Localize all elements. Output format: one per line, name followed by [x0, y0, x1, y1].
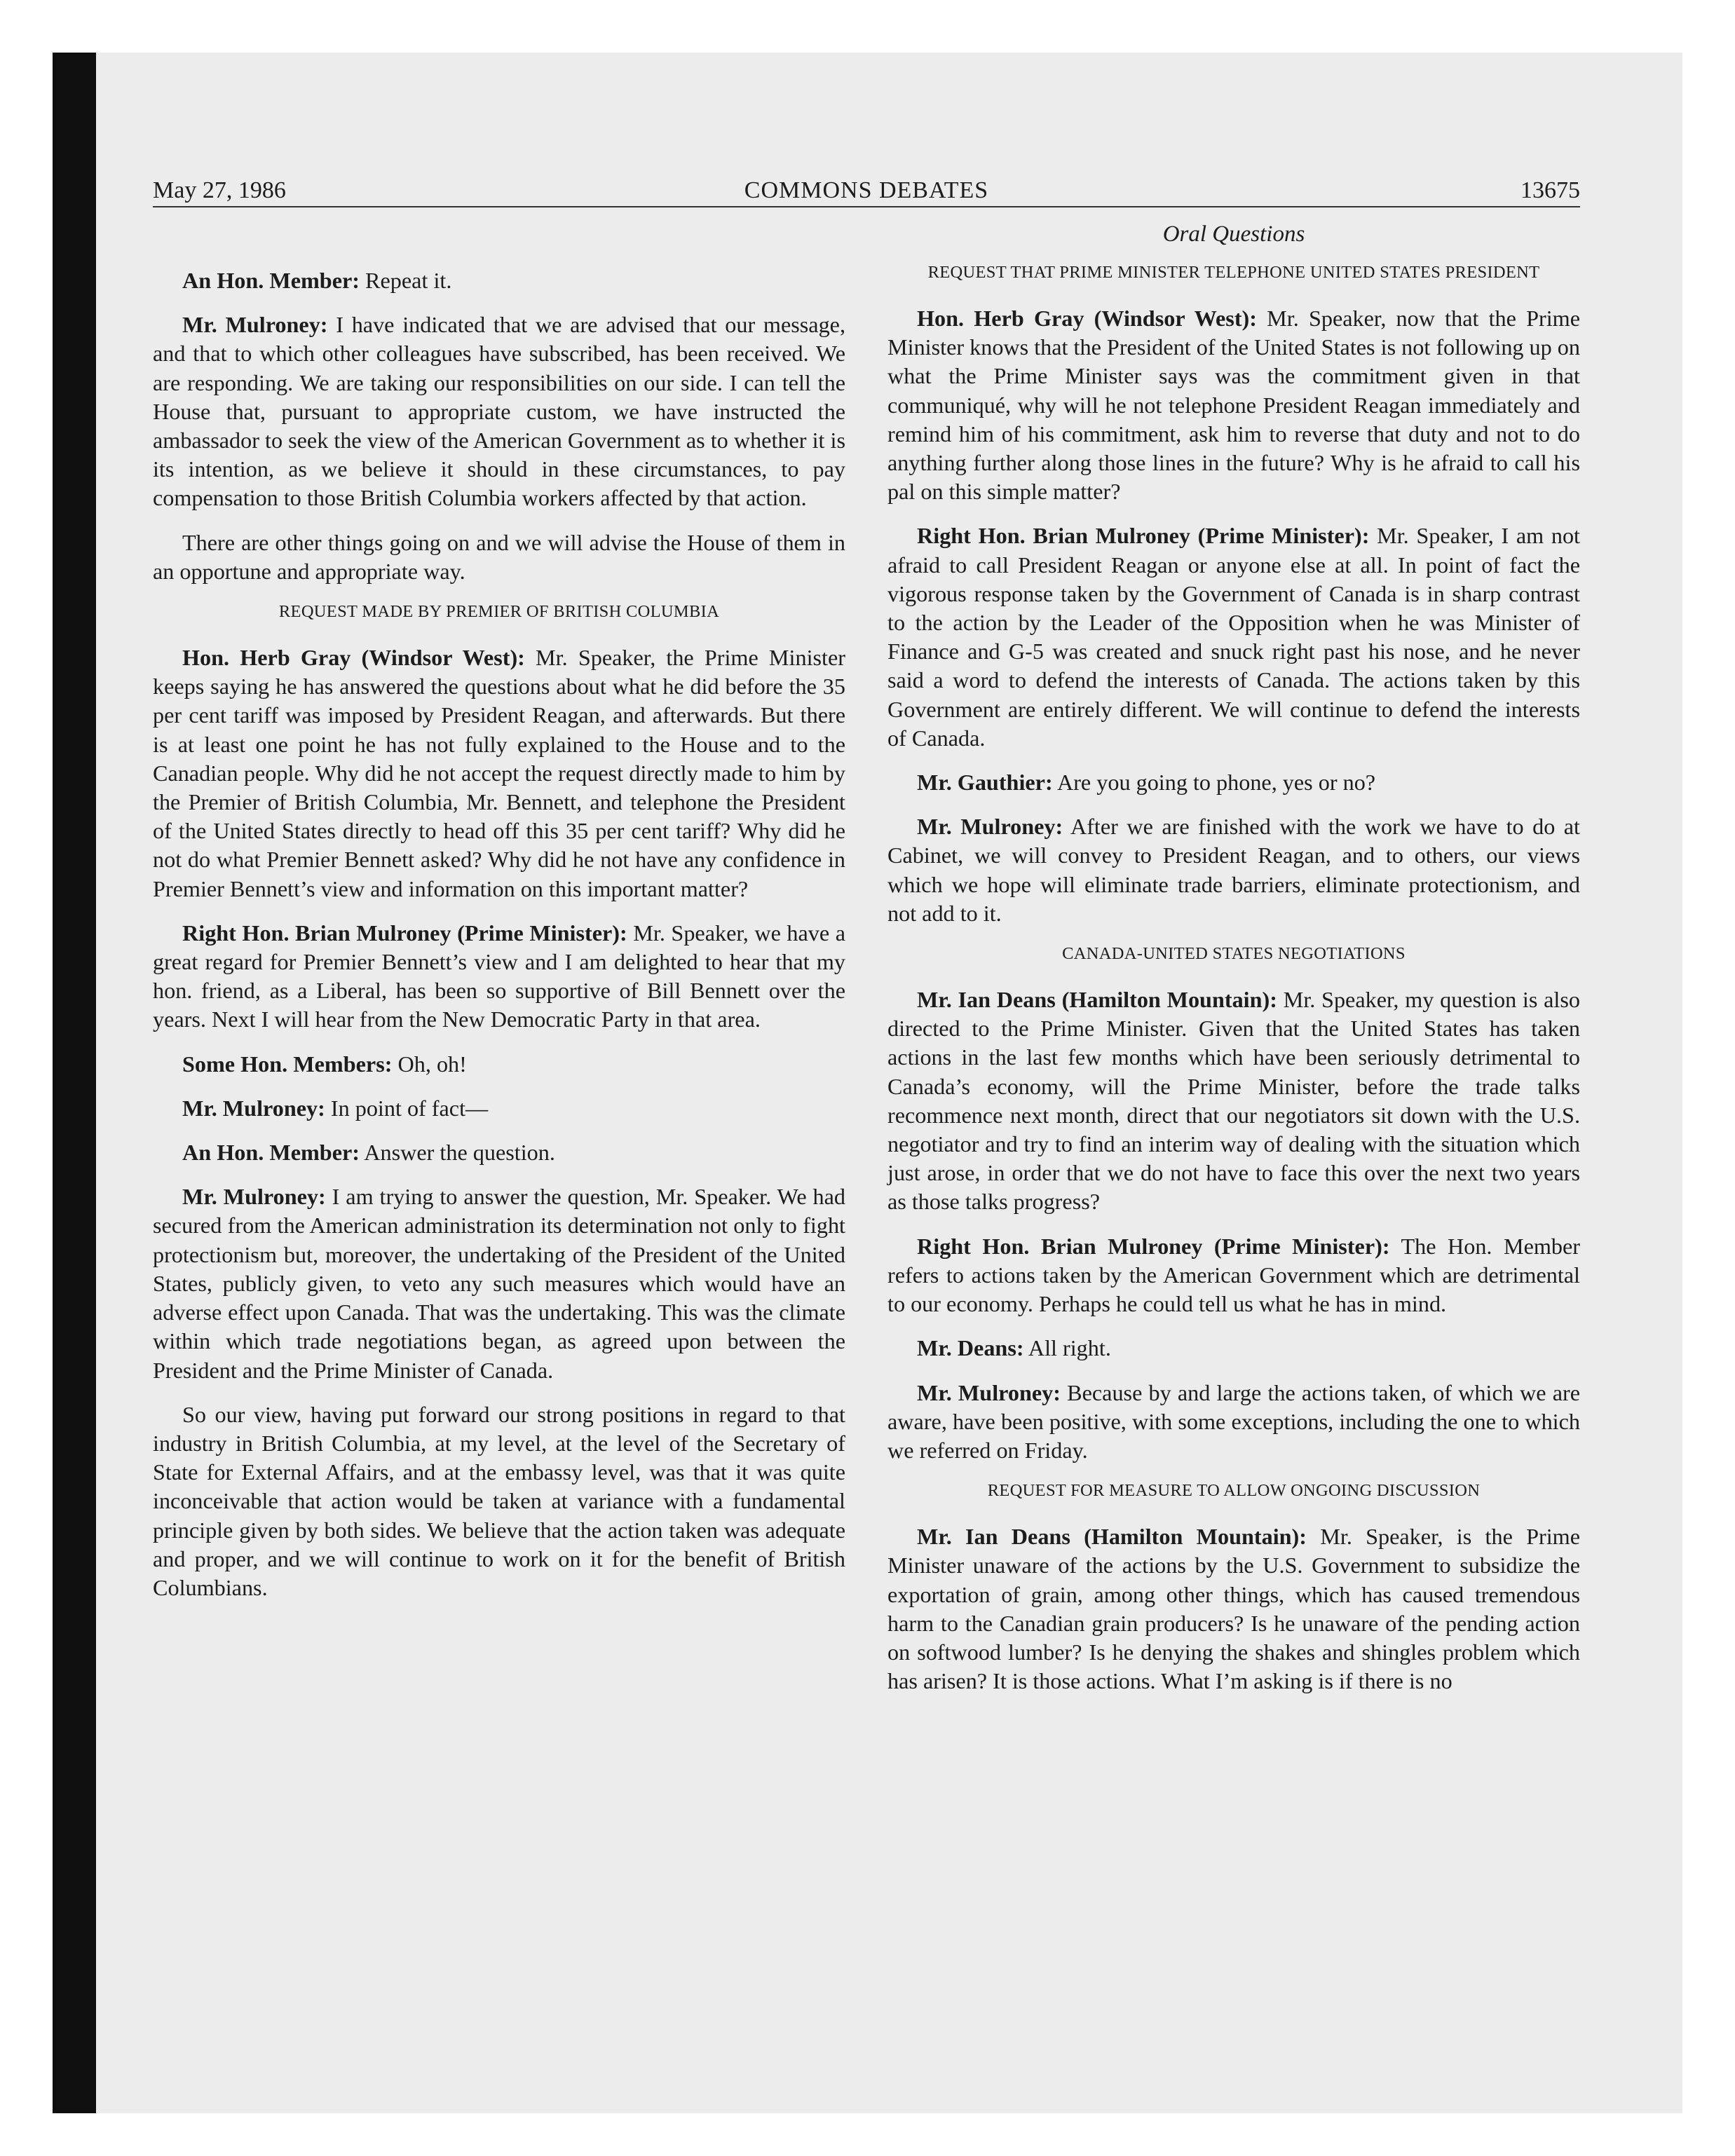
binding-edge: [53, 53, 96, 2113]
paragraph-text: I have indicated that we are advised that our message, and that to which other colleagues have subscribed, has been received. We are responding. We are taking our responsibilities on our side. I can tell the House that, pursuant to appropriate custom, we have instructed the ambassador to seek the view of the American Government as to whether it is its intention, as we believe it should in these circumstances, to pay compensation to those British Columbia workers affected by that action.: [153, 312, 845, 511]
speaker-name: Some Hon. Members:: [182, 1051, 393, 1077]
document-page: [153, 175, 1580, 1694]
debate-paragraph: [887, 812, 1580, 928]
paragraph-text: Mr. Speaker, now that the Prime Minister knows that the President of the United States is not following up on what the Prime Minister says was the commitment given in that communiqué, why will he not telephone President Reagan immediately and remind him of his commitment, ask him to reverse that duty and not to do anything further along those lines in the future? Why is he afraid to call his pal on this simple matter?: [887, 306, 1580, 505]
paragraph-text: Mr. Speaker, my question is also directed to the Prime Minister. Given that the United States has taken actions in the last few months which have been seriously detrimental to Canada’s economy, will the Prime Minister, before the trade talks recommence next month, direct that our negotiators sit down with the U.S. negotiator and try to find an interim way of dealing with the situation which just arose, in order that we do not have to face this over the next two years as those talks progress?: [887, 987, 1580, 1215]
debate-paragraph: [153, 1182, 845, 1384]
paragraph-text: Mr. Speaker, the Prime Minister keeps saying he has answered the questions about what he did before the 35 per cent tariff was imposed by President Reagan, and afterwards. But there is at least one point he has not fully explained to the House and to the Canadian people. Why did he not accept the request directly made to him by the Premier of British Columbia, Mr. Bennett, and telephone the President of the United States directly to head off this 35 per cent tariff? Why did he not do what Premier Bennett asked? Why did he not have any confidence in Premier Bennett’s view and information on this important matter?: [153, 645, 845, 901]
paragraph-text: In point of fact—: [325, 1095, 489, 1121]
debate-paragraph: [153, 1400, 845, 1602]
speaker-name: Right Hon. Brian Mulroney (Prime Minister):: [917, 523, 1370, 549]
debate-paragraph: [887, 304, 1580, 506]
paragraph-text: Answer the question.: [360, 1140, 555, 1166]
section-heading: CANADA-UNITED STATES NEGOTIATIONS: [1062, 944, 1406, 964]
paragraph-text: So our view, having put forward our strong positions in regard to that industry in British Columbia, at my level, at the level of the Secretary of State for External Affairs, and at the embassy level, was that it was quite inconceivable that action would be taken at variance with a fundamental principle given by both sides. We believe that the action taken was adequate and proper, and we will continue to work on it for the benefit of British Columbians.: [153, 1401, 845, 1600]
speaker-name: Mr. Mulroney:: [917, 1379, 1061, 1405]
speaker-name: Mr. Mulroney:: [182, 312, 328, 338]
speaker-name: Mr. Mulroney:: [917, 814, 1063, 840]
debate-paragraph: [887, 768, 1580, 797]
section-heading: REQUEST THAT PRIME MINISTER TELEPHONE UNITED STATES PRESIDENT: [927, 263, 1540, 282]
paragraph-text: Mr. Speaker, we have a great regard for Premier Bennett’s view and I am delighted to hear that my hon. friend, as a Liberal, has been so supportive of Bill Bennett over the years. Next I will hear from the New Democratic Party in that area.: [153, 920, 845, 1032]
paragraph-text: Are you going to phone, yes or no?: [1052, 770, 1376, 796]
paragraph-text: There are other things going on and we will advise the House of them in an opportune and appropriate way.: [153, 529, 845, 584]
section-heading: REQUEST FOR MEASURE TO ALLOW ONGOING DISCUSSION: [987, 1481, 1481, 1501]
paragraph-text: Mr. Speaker, is the Prime Minister unaware of the actions by the U.S. Government to subsidize the exportation of grain, among other things, which has caused tremendous harm to the Canadian grain producers? Is he unaware of the pending action on softwood lumber? Is he denying the shakes and shingles problem which has arisen? It is those actions. What I’m asking is if there is no: [887, 1524, 1580, 1694]
speaker-name: Right Hon. Brian Mulroney (Prime Minister):: [917, 1233, 1390, 1259]
speaker-name: Mr. Ian Deans (Hamilton Mountain):: [917, 987, 1277, 1013]
section-heading: REQUEST MADE BY PREMIER OF BRITISH COLUMBIA: [278, 602, 720, 622]
debate-paragraph: [153, 1050, 845, 1079]
speaker-name: Right Hon. Brian Mulroney (Prime Minister):: [182, 920, 627, 946]
speaker-name: Mr. Mulroney:: [182, 1095, 325, 1121]
speaker-name: An Hon. Member:: [182, 1140, 360, 1166]
left-column: [153, 266, 845, 1618]
debate-paragraph: [153, 1094, 845, 1123]
debate-paragraph: [153, 311, 845, 512]
header-publication-title: COMMONS DEBATES: [744, 177, 989, 203]
speaker-name: Mr. Deans:: [917, 1335, 1024, 1361]
paragraph-text: Because by and large the actions taken, of which we are aware, have been positive, with some exceptions, including the one to which we referred on Friday.: [887, 1379, 1580, 1463]
running-header: [153, 175, 1580, 207]
debate-paragraph: [887, 1232, 1580, 1319]
paragraph-text: All right.: [1023, 1335, 1111, 1361]
debate-paragraph: [153, 919, 845, 1035]
debate-paragraph: [887, 1522, 1580, 1696]
debate-paragraph: [887, 1334, 1580, 1363]
paragraph-text: Mr. Speaker, I am not afraid to call President Reagan or anyone else at all. In point of fact the vigorous response taken by the Government of Canada is in sharp contrast to the action by the Leader of the Opposition when he was Minister of Finance and G-5 was created and snuck right past his nose, and he never said a word to defend the interests of Canada. The actions taken by this Government are entirely different. We will continue to defend the interests of Canada.: [887, 523, 1580, 751]
paragraph-text: Oh, oh!: [392, 1051, 467, 1077]
section-label: Oral Questions: [1162, 221, 1305, 247]
header-page-number: 13675: [1520, 177, 1580, 203]
speaker-name: Hon. Herb Gray (Windsor West):: [917, 306, 1257, 331]
paragraph-text: Repeat it.: [360, 268, 452, 293]
debate-paragraph: [153, 528, 845, 586]
debate-paragraph: [153, 1138, 845, 1167]
debate-paragraph: [887, 1379, 1580, 1466]
speaker-name: Mr. Gauthier:: [917, 770, 1053, 796]
debate-paragraph: [887, 985, 1580, 1217]
speaker-name: Hon. Herb Gray (Windsor West):: [182, 645, 525, 671]
right-column: [887, 220, 1580, 1711]
paragraph-text: After we are finished with the work we have to do at Cabinet, we will convey to President Reagan, and to others, our views which we hope will eliminate trade barriers, eliminate protectionism, and not add to it.: [887, 814, 1580, 926]
speaker-name: Mr. Mulroney:: [182, 1184, 326, 1210]
speaker-name: An Hon. Member:: [182, 268, 360, 293]
debate-paragraph: [887, 521, 1580, 753]
debate-paragraph: [153, 266, 845, 295]
paragraph-text: The Hon. Member refers to actions taken by the American Government which are detrimental to our economy. Perhaps he could tell us what he has in mind.: [887, 1233, 1580, 1317]
debate-paragraph: [153, 643, 845, 903]
paragraph-text: I am trying to answer the question, Mr. Speaker. We had secured from the American administration its determination not only to fight protectionism but, moreover, the undertaking of the President of the United States, publicly given, to veto any such measures which would have an adverse effect upon Canada. That was the undertaking. This was the climate within which trade negotiations began, as agreed upon between the President and the Prime Minister of Canada.: [153, 1184, 846, 1383]
speaker-name: Mr. Ian Deans (Hamilton Mountain):: [917, 1524, 1307, 1550]
header-date: May 27, 1986: [153, 177, 286, 203]
